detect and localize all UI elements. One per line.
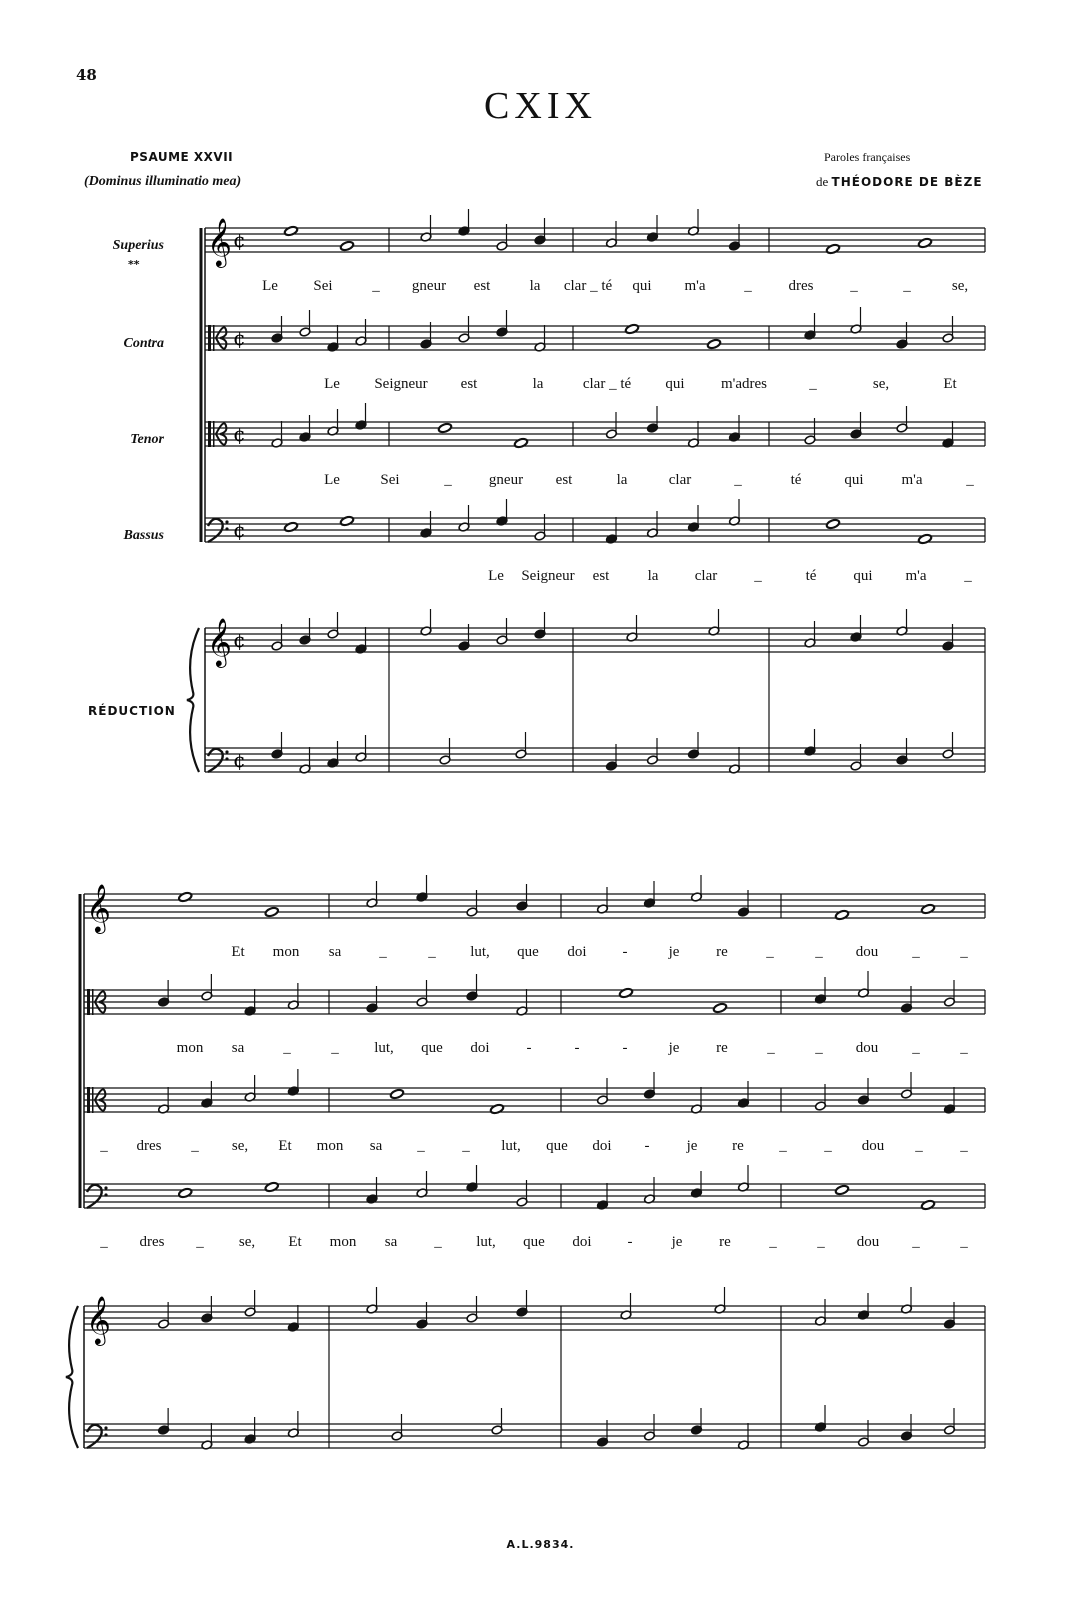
system1-contra-lyric-syllable: clar _ té	[582, 376, 632, 392]
system2-contra-lyric-syllable: re	[716, 1040, 728, 1056]
piece-title: CXIX	[484, 85, 597, 127]
system2-bassus-lyric-syllable: _	[434, 1234, 442, 1250]
system1-bassus-lyric-syllable: té	[805, 568, 817, 584]
note-head	[438, 422, 453, 433]
note-head	[826, 243, 841, 254]
voice-label-tenor: Tenor	[130, 432, 164, 447]
system1-tenor-lyric-syllable: clar	[668, 472, 692, 488]
bass-clef-icon	[104, 1433, 107, 1436]
system2-superius-lyric-syllable: re	[716, 944, 728, 960]
system1-bassus-lyric-syllable: Seigneur	[521, 568, 575, 584]
system2-tenor-lyric-syllable: _	[100, 1138, 108, 1154]
system2-superius-lyric-syllable: lut,	[470, 944, 490, 960]
alto-clef-icon	[208, 421, 211, 447]
note-head	[713, 1002, 728, 1013]
note-head	[284, 225, 299, 236]
note-head	[264, 1181, 279, 1192]
system1-contra-lyric-syllable: est	[460, 376, 478, 392]
system2-tenor-lyric-syllable: _	[960, 1138, 968, 1154]
lyrics-credit-label: Paroles françaises	[824, 150, 911, 164]
system1-contra-lyric-syllable: se,	[872, 376, 890, 392]
system2-superius-lyric-syllable: mon	[272, 944, 300, 960]
system2-bassus-lyric-syllable: _	[196, 1234, 204, 1250]
system2-superius-lyric-syllable: _	[960, 944, 968, 960]
system2-superius-lyric-syllable: -	[622, 944, 628, 960]
system2-bassus-lyric-syllable: dres	[139, 1234, 165, 1250]
system2-contra-lyric-syllable: sa	[231, 1040, 245, 1056]
alto-clef-icon	[87, 1087, 90, 1113]
system2-contra-lyric-syllable: lut,	[374, 1040, 394, 1056]
system2-bassus-lyric-syllable: je	[671, 1234, 683, 1250]
system1-superius-lyric-syllable: dres	[788, 278, 814, 294]
system1-superius-lyric-syllable: _	[372, 278, 380, 294]
bass-clef-icon	[104, 1426, 107, 1429]
system1-tenor-lyric-syllable: té	[790, 472, 802, 488]
bass-clef-icon	[104, 1193, 107, 1196]
system1-superius-lyric-syllable: m'a	[684, 278, 706, 294]
bass-clef-icon	[225, 750, 228, 753]
system2-bassus-lyric-syllable: re	[719, 1234, 731, 1250]
system2-contra-lyric-syllable: -	[622, 1040, 628, 1056]
system2-contra-lyric-syllable: je	[668, 1040, 680, 1056]
system1-bassus-lyric-syllable: qui	[853, 568, 873, 584]
system2-contra-lyric-syllable: _	[815, 1040, 823, 1056]
system2-bassus-lyric-syllable: -	[627, 1234, 633, 1250]
system1-contra-lyric-syllable: m'adres	[720, 376, 768, 392]
note-head	[625, 323, 640, 334]
system2-contra-lyric-syllable: -	[526, 1040, 532, 1056]
system1-tenor-lyric-syllable: qui	[844, 472, 864, 488]
system1-tenor-lyric-syllable: _	[966, 472, 974, 488]
system2-contra-lyric-syllable: _	[912, 1040, 920, 1056]
system1-superius-lyric-syllable: gneur	[411, 278, 447, 294]
system2-tenor-lyric-syllable: que	[546, 1138, 568, 1154]
footnote-stars: **	[128, 258, 140, 271]
bass-clef-icon	[104, 1186, 107, 1189]
alto-clef-icon	[92, 989, 94, 1015]
system1-tenor-lyric-syllable: la	[616, 472, 628, 488]
system1-superius-lyric-syllable: est	[473, 278, 491, 294]
note-head	[390, 1088, 405, 1099]
note-head	[835, 909, 850, 920]
system1-tenor-lyric-syllable: _	[734, 472, 742, 488]
time-signature-icon: ¢	[233, 326, 246, 350]
system2-tenor-lyric-syllable: sa	[369, 1138, 383, 1154]
system2-tenor-lyric-syllable: lut,	[501, 1138, 521, 1154]
system2-tenor-lyric-syllable: _	[915, 1138, 923, 1154]
system1-bassus-lyric-syllable: Le	[488, 568, 504, 584]
system1-superius-lyric-syllable: _	[744, 278, 752, 294]
latin-incipit: (Dominus illuminatio mea)	[84, 174, 242, 189]
system1-superius-lyric-syllable: _	[903, 278, 911, 294]
system2-contra-lyric-syllable: -	[574, 1040, 580, 1056]
bass-clef-icon	[225, 520, 228, 523]
system1-contra-lyric-syllable: la	[532, 376, 544, 392]
note-head	[514, 437, 529, 448]
system2-bassus-lyric-syllable: _	[100, 1234, 108, 1250]
system2-tenor-lyric-syllable: _	[779, 1138, 787, 1154]
voice-label-bassus: Bassus	[123, 528, 164, 543]
system2-bassus-lyric-syllable: mon	[329, 1234, 357, 1250]
system2-tenor-lyric-syllable: _	[824, 1138, 832, 1154]
system2-contra-lyric-syllable: _	[767, 1040, 775, 1056]
system2-superius-lyric-syllable: Et	[231, 944, 245, 960]
note-head	[490, 1103, 505, 1114]
time-signature-icon: ¢	[233, 628, 246, 652]
alto-clef-icon	[87, 989, 90, 1015]
note-head	[826, 518, 841, 529]
system2-superius-lyric-syllable: _	[815, 944, 823, 960]
system1-tenor-lyric-syllable: gneur	[488, 472, 524, 488]
system1-contra-lyric-syllable: Et	[943, 376, 957, 392]
system1-bassus-lyric-syllable: est	[592, 568, 610, 584]
system2-superius-lyric-syllable: dou	[855, 944, 879, 960]
system1-bassus-lyric-syllable: _	[754, 568, 762, 584]
system1-superius-lyric-syllable: qui	[632, 278, 652, 294]
note-head	[178, 891, 193, 902]
time-signature-icon: ¢	[233, 518, 246, 542]
system1-bassus-lyric-syllable: m'a	[905, 568, 927, 584]
system1-tenor-lyric-syllable: _	[444, 472, 452, 488]
system1-superius-lyric-syllable: se,	[951, 278, 969, 294]
note-head	[921, 1199, 936, 1210]
system2-bassus-lyric-syllable: _	[769, 1234, 777, 1250]
treble-clef-icon: 𝄞	[86, 883, 111, 932]
system2-bassus-lyric-syllable: que	[523, 1234, 545, 1250]
system2-bassus-lyric-syllable: doi	[572, 1234, 592, 1250]
alto-clef-icon	[213, 325, 215, 351]
system1-tenor-lyric-syllable: Sei	[380, 472, 400, 488]
system2-bassus-lyric-syllable: dou	[856, 1234, 880, 1250]
time-signature-icon: ¢	[233, 748, 246, 772]
system2-contra-lyric-syllable: mon	[176, 1040, 204, 1056]
system2-tenor-lyric-syllable: Et	[278, 1138, 292, 1154]
note-head	[619, 987, 634, 998]
system1-contra-lyric-syllable: _	[809, 376, 817, 392]
note-head	[178, 1187, 193, 1198]
note-head	[835, 1184, 850, 1195]
system2-bassus-lyric-syllable: se,	[238, 1234, 256, 1250]
system2-superius-lyric-syllable: doi	[567, 944, 587, 960]
system2-superius-lyric-syllable: _	[766, 944, 774, 960]
system2-tenor-lyric-syllable: _	[417, 1138, 425, 1154]
system1-tenor-lyric-syllable: Le	[324, 472, 340, 488]
system2-tenor-lyric-syllable: se,	[231, 1138, 249, 1154]
system1-superius-lyric-syllable: _	[850, 278, 858, 294]
system1-contra-lyric-syllable: Le	[324, 376, 340, 392]
system2-bassus-lyric-syllable: _	[960, 1234, 968, 1250]
note-head	[918, 237, 933, 248]
voice-label-superius: Superius	[112, 238, 164, 253]
bass-clef-icon	[225, 527, 228, 530]
note-head	[264, 906, 279, 917]
note-head	[921, 903, 936, 914]
system2-contra-lyric-syllable: doi	[470, 1040, 490, 1056]
system1-brace	[187, 628, 199, 772]
system2-tenor-lyric-syllable: _	[191, 1138, 199, 1154]
reduction-label: RÉDUCTION	[88, 704, 176, 718]
system2-contra-lyric-syllable: dou	[855, 1040, 879, 1056]
treble-clef-icon: 𝄞	[86, 1295, 111, 1344]
psalm-number: PSAUME XXVII	[130, 150, 234, 164]
system2-bassus-lyric-syllable: _	[912, 1234, 920, 1250]
system1-superius-lyric-syllable: Le	[262, 278, 278, 294]
note-head	[340, 515, 355, 526]
time-signature-icon: ¢	[233, 422, 246, 446]
system1-superius-lyric-syllable: clar _ té	[563, 278, 613, 294]
system2-tenor-lyric-syllable: -	[644, 1138, 650, 1154]
system2-tenor-lyric-syllable: mon	[316, 1138, 344, 1154]
system1-bassus-lyric-syllable: la	[647, 568, 659, 584]
author-prefix: de	[816, 174, 829, 189]
time-signature-icon: ¢	[233, 228, 246, 252]
system2-superius-lyric-syllable: que	[517, 944, 539, 960]
treble-clef-icon: 𝄞	[207, 617, 232, 666]
system2-superius-lyric-syllable: sa	[328, 944, 342, 960]
system1-bassus-lyric-syllable: _	[964, 568, 972, 584]
voice-label-contra: Contra	[123, 336, 164, 351]
note-head	[918, 533, 933, 544]
system2-tenor-lyric-syllable: _	[462, 1138, 470, 1154]
system2-superius-lyric-syllable: _	[379, 944, 387, 960]
system2-tenor-lyric-syllable: dres	[136, 1138, 162, 1154]
system2-tenor-lyric-syllable: dou	[861, 1138, 885, 1154]
note-head	[707, 338, 722, 349]
system2-superius-lyric-syllable: _	[428, 944, 436, 960]
system1-tenor-lyric-syllable: est	[555, 472, 573, 488]
alto-clef-icon	[213, 421, 215, 447]
system2-bassus-lyric-syllable: sa	[384, 1234, 398, 1250]
alto-clef-icon	[92, 1087, 94, 1113]
note-head	[284, 521, 299, 532]
alto-clef-icon	[208, 325, 211, 351]
system2-bassus-lyric-syllable: _	[817, 1234, 825, 1250]
treble-clef-icon: 𝄞	[207, 217, 232, 266]
system1-contra-lyric-syllable: Seigneur	[374, 376, 428, 392]
page-number: 48	[76, 66, 97, 84]
system2-bassus-lyric-syllable: Et	[288, 1234, 302, 1250]
system1-superius-lyric-syllable: la	[529, 278, 541, 294]
system1-superius-lyric-syllable: Sei	[313, 278, 333, 294]
system2-contra-lyric-syllable: _	[960, 1040, 968, 1056]
system2-tenor-lyric-syllable: doi	[592, 1138, 612, 1154]
system2-tenor-lyric-syllable: je	[686, 1138, 698, 1154]
system2-contra-lyric-syllable: que	[421, 1040, 443, 1056]
note-head	[340, 240, 355, 251]
plate-number: A.L.9834.	[506, 1538, 575, 1551]
system2-brace	[66, 1306, 78, 1448]
author-name: THÉODORE DE BÈZE	[831, 175, 983, 189]
system2-tenor-lyric-syllable: re	[732, 1138, 744, 1154]
system2-superius-lyric-syllable: _	[912, 944, 920, 960]
system2-contra-lyric-syllable: _	[331, 1040, 339, 1056]
system2-contra-lyric-syllable: _	[283, 1040, 291, 1056]
bass-clef-icon	[225, 757, 228, 760]
system2-bassus-lyric-syllable: lut,	[476, 1234, 496, 1250]
system2-superius-lyric-syllable: je	[668, 944, 680, 960]
system1-contra-lyric-syllable: qui	[665, 376, 685, 392]
system1-tenor-lyric-syllable: m'a	[901, 472, 923, 488]
system1-bassus-lyric-syllable: clar	[694, 568, 718, 584]
